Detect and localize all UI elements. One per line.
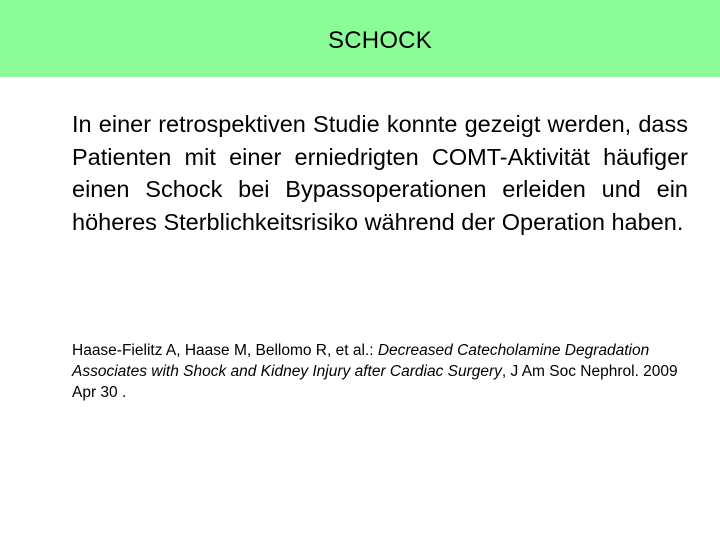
title-bar <box>0 0 720 77</box>
reference-authors: Haase-Fielitz A, Haase M, Bellomo R, et al.: <box>72 342 378 359</box>
slide-title: SCHOCK <box>328 27 432 54</box>
reference-citation <box>72 340 692 403</box>
slide-body-text: In einer retrospektiven Studie konnte gezeigt werden, dass Patienten mit einer erniedrigten COMT-Aktivität häufiger einen Schock bei Bypassoperationen erleiden und ein höheres Sterblichkeitsrisiko während der Operation haben. <box>72 111 688 235</box>
reference-title: Decreased Catecholamine Degradation Associates with Shock and Kidney Injury after Cardiac Surgery <box>72 342 650 380</box>
reference-journal: , J Am Soc Nephrol. 2009 Apr 30 . <box>72 363 678 401</box>
